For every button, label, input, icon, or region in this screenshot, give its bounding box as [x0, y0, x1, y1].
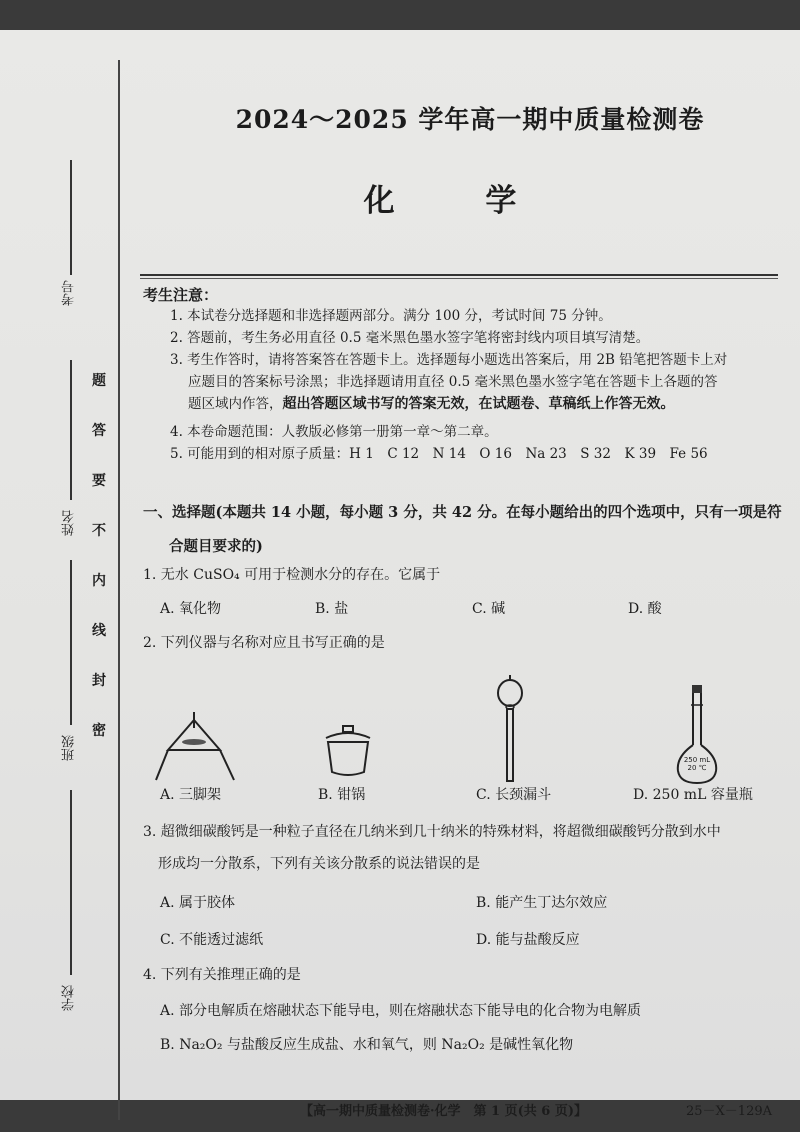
question-2-stem: 2. 下列仪器与名称对应且书写正确的是 — [143, 635, 385, 651]
section-heading-line: 一、选择题(本题共 14 小题，每小题 3 分，共 42 分。在每小题给出的四个选项中，只有一项是符 — [143, 504, 782, 521]
page-footer: 【高一期中质量检测卷·化学 第 1 页(共 6 页)】 — [300, 1104, 588, 1119]
question-2-option-d: D. 250 mL 容量瓶 — [633, 787, 753, 803]
notice-item: 4. 本卷命题范围：人教版必修第一册第一章～第二章。 — [170, 424, 498, 440]
crucible-icon — [318, 720, 378, 780]
section-heading-line: 合题目要求的) — [169, 538, 263, 555]
notice-item: 应题目的答案标号涂黑；非选择题请用直径 0.5 毫米黑色墨水签字笔在答题卡上各题的答 — [188, 374, 718, 390]
name-label: 姓名 — [62, 510, 77, 536]
flask-label — [679, 756, 715, 772]
class-line — [70, 560, 72, 725]
seal-char: 内 — [92, 573, 106, 589]
question-2-option-b: B. 钳锅 — [318, 787, 366, 803]
question-3-option-d: D. 能与盐酸反应 — [476, 932, 580, 948]
question-3-option-c: C. 不能透过滤纸 — [160, 932, 264, 948]
notice-item: 2. 答题前，考生务必用直径 0.5 毫米黑色墨水签字笔将密封线内项目填写清楚。 — [170, 330, 650, 346]
seal-char: 不 — [92, 523, 106, 539]
question-3-stem: 3. 超微细碳酸钙是一种粒子直径在几纳米到几十纳米的特殊材料，将超微细碳酸钙分散到水中 — [143, 824, 721, 840]
header-rule — [140, 274, 778, 276]
notice-item: 3. 考生作答时，请将答案答在答题卡上。选择题每小题选出答案后，用 2B 铅笔把答题卡上对 — [170, 352, 728, 368]
question-1-option-c: C. 碱 — [472, 601, 506, 617]
seal-char: 答 — [92, 423, 106, 439]
seal-char: 题 — [92, 373, 106, 389]
exam-number-line — [70, 160, 72, 275]
question-1-option-b: B. 盐 — [315, 601, 349, 617]
question-4-option-a: A. 部分电解质在熔融状态下能导电，则在熔融状态下能导电的化合物为电解质 — [160, 1003, 642, 1019]
seal-char: 要 — [92, 473, 106, 489]
notice-emphasis: 超出答题区域书写的答案无效，在试题卷、草稿纸上作答无效。 — [282, 396, 675, 412]
funnel-icon — [490, 675, 530, 785]
seal-char: 线 — [92, 623, 106, 639]
question-3-option-b: B. 能产生丁达尔效应 — [476, 895, 608, 911]
exam-title: 2024～2025 学年高一期中质量检测卷 — [235, 105, 705, 134]
question-2-option-a: A. 三脚架 — [160, 787, 222, 803]
paper-code: 25－X－129A — [686, 1104, 772, 1119]
question-4-option-b: B. Na₂O₂ 与盐酸反应生成盐、水和氧气，则 Na₂O₂ 是碱性氧化物 — [160, 1037, 574, 1053]
section-heading — [143, 496, 783, 564]
notice-item: 1. 本试卷分选择题和非选择题两部分。满分 100 分，考试时间 75 分钟。 — [170, 308, 612, 324]
question-3-stem-cont: 形成均一分散系，下列有关该分散系的说法错误的是 — [158, 856, 480, 872]
flask-label-volume: 250 mL — [683, 756, 711, 764]
subject-title: 化 学 — [363, 183, 557, 219]
notice-item-text: 题区域内作答， — [188, 396, 283, 412]
question-4-stem: 4. 下列有关推理正确的是 — [143, 967, 301, 983]
question-1-option-a: A. 氧化物 — [160, 601, 222, 617]
exam-number-label: 考号 — [62, 280, 77, 306]
question-1-stem: 1. 无水 CuSO₄ 可用于检测水分的存在。它属于 — [143, 567, 441, 583]
seal-char: 封 — [92, 673, 106, 689]
class-label: 班级 — [62, 735, 77, 761]
school-label: 学校 — [62, 985, 77, 1011]
seal-char: 密 — [92, 723, 106, 739]
question-1-option-d: D. 酸 — [628, 601, 662, 617]
question-3-option-a: A. 属于胶体 — [160, 895, 236, 911]
exam-sheet — [0, 30, 800, 1119]
school-line — [70, 790, 72, 975]
binding-margin-rule — [118, 60, 120, 1120]
notice-item — [188, 393, 798, 415]
flask-label-temp: 20 ℃ — [687, 764, 707, 772]
header-rule-thin — [140, 278, 778, 279]
notice-heading: 考生注意： — [143, 286, 219, 304]
tripod-triangle-icon — [150, 710, 240, 785]
question-2-option-c: C. 长颈漏斗 — [476, 787, 552, 803]
notice-item: 5. 可能用到的相对原子质量：H 1 C 12 N 14 O 16 Na 23 S 32 K 39 Fe 56 — [170, 446, 708, 462]
name-line — [70, 360, 72, 500]
